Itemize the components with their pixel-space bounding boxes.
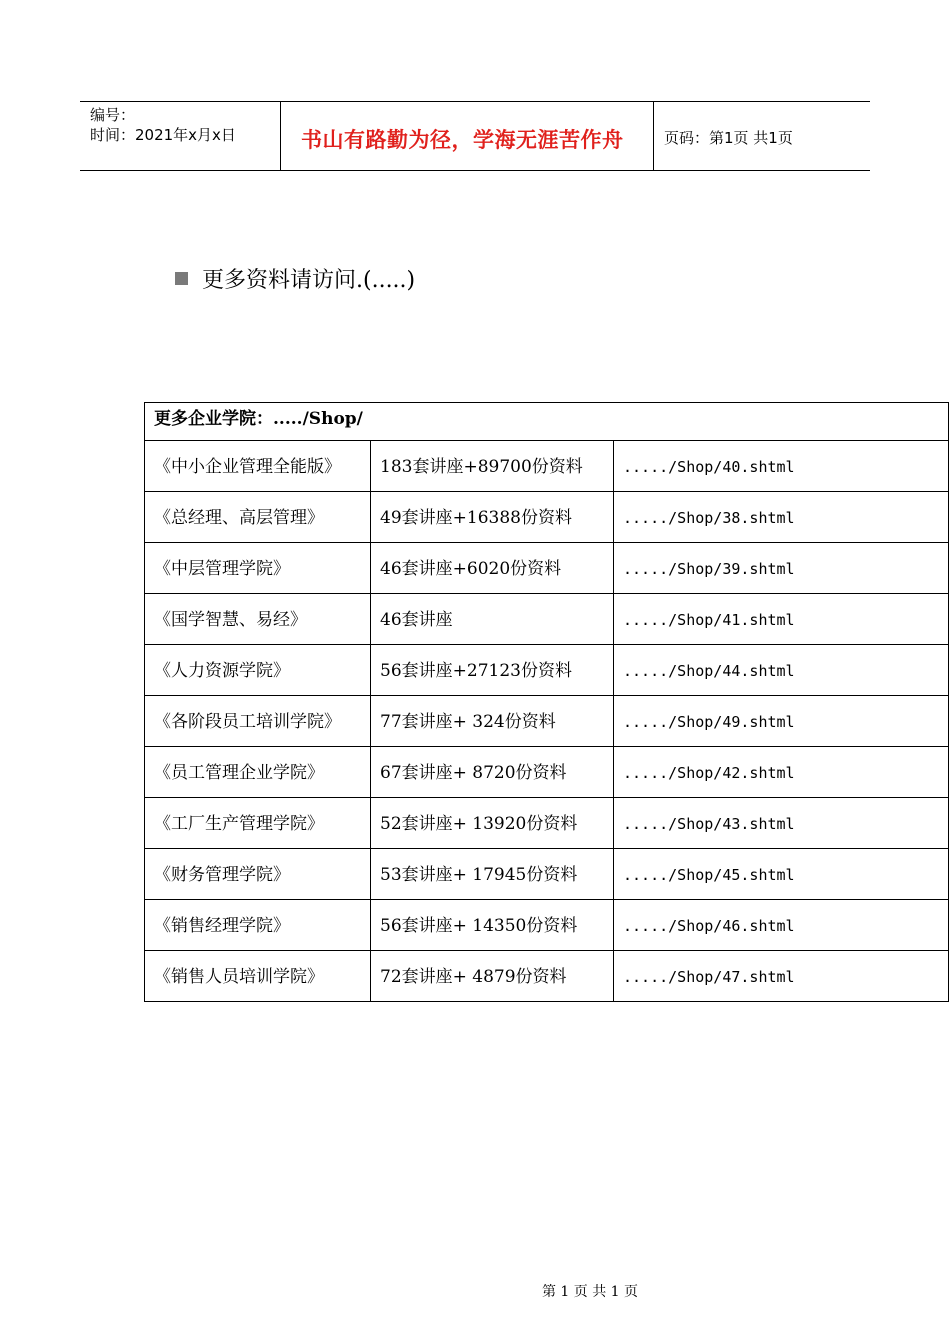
table-row [145,747,949,798]
header-page-info: 页码：第1页 共1页 [664,129,793,147]
academy-link[interactable]: ...../Shop/44.shtml [614,645,949,696]
academy-link[interactable]: ...../Shop/39.shtml [614,543,949,594]
academy-name: 《财务管理学院》 [145,849,371,900]
header-motto-cell [281,102,654,170]
academy-link[interactable]: ...../Shop/46.shtml [614,900,949,951]
table-row [145,594,949,645]
academy-name: 《工厂生产管理学院》 [145,798,371,849]
doc-number-label: 编号： [90,106,136,124]
table-row [145,900,949,951]
academy-link[interactable]: ...../Shop/43.shtml [614,798,949,849]
academy-content: 52套讲座+ 13920份资料 [371,798,614,849]
academy-name: 《国学智慧、易经》 [145,594,371,645]
academy-link[interactable]: ...../Shop/41.shtml [614,594,949,645]
academy-name: 《人力资源学院》 [145,645,371,696]
academy-link[interactable]: ...../Shop/47.shtml [614,951,949,1002]
academy-content: 77套讲座+ 324份资料 [371,696,614,747]
table-row [145,543,949,594]
academy-name: 《中层管理学院》 [145,543,371,594]
academy-content: 56套讲座+ 14350份资料 [371,900,614,951]
academy-link[interactable]: ...../Shop/42.shtml [614,747,949,798]
table-row [145,849,949,900]
academy-content: 56套讲座+27123份资料 [371,645,614,696]
academy-link[interactable]: ...../Shop/38.shtml [614,492,949,543]
academy-table [144,402,949,1002]
header-motto: 书山有路勤为径，学海无涯苦作舟 [301,127,624,152]
table-row [145,951,949,1002]
academy-content: 183套讲座+89700份资料 [371,441,614,492]
academy-link[interactable]: ...../Shop/49.shtml [614,696,949,747]
more-info-line [175,263,415,294]
table-row [145,492,949,543]
academy-content: 67套讲座+ 8720份资料 [371,747,614,798]
table-title: 更多企业学院：...../Shop/ [145,403,949,441]
academy-content: 46套讲座+6020份资料 [371,543,614,594]
academy-content: 49套讲座+16388份资料 [371,492,614,543]
academy-content: 72套讲座+ 4879份资料 [371,951,614,1002]
academy-content: 53套讲座+ 17945份资料 [371,849,614,900]
academy-name: 《中小企业管理全能版》 [145,441,371,492]
academy-name: 《销售人员培训学院》 [145,951,371,1002]
academy-content: 46套讲座 [371,594,614,645]
header-meta [80,102,281,170]
academy-link[interactable]: ...../Shop/40.shtml [614,441,949,492]
academy-name: 《员工管理企业学院》 [145,747,371,798]
academy-name: 《总经理、高层管理》 [145,492,371,543]
academy-link[interactable]: ...../Shop/45.shtml [614,849,949,900]
table-row [145,645,949,696]
square-bullet-icon [175,272,188,285]
page-footer: 第 1 页 共 1 页 [541,1284,639,1300]
doc-date: 时间：2021年x月x日 [90,126,236,144]
academy-name: 《各阶段员工培训学院》 [145,696,371,747]
page-header [80,101,870,171]
table-title-row [145,403,949,441]
table-row [145,798,949,849]
table-row [145,696,949,747]
table-row [145,441,949,492]
more-info-text: 更多资料请访问.(.....) [202,268,416,293]
academy-name: 《销售经理学院》 [145,900,371,951]
